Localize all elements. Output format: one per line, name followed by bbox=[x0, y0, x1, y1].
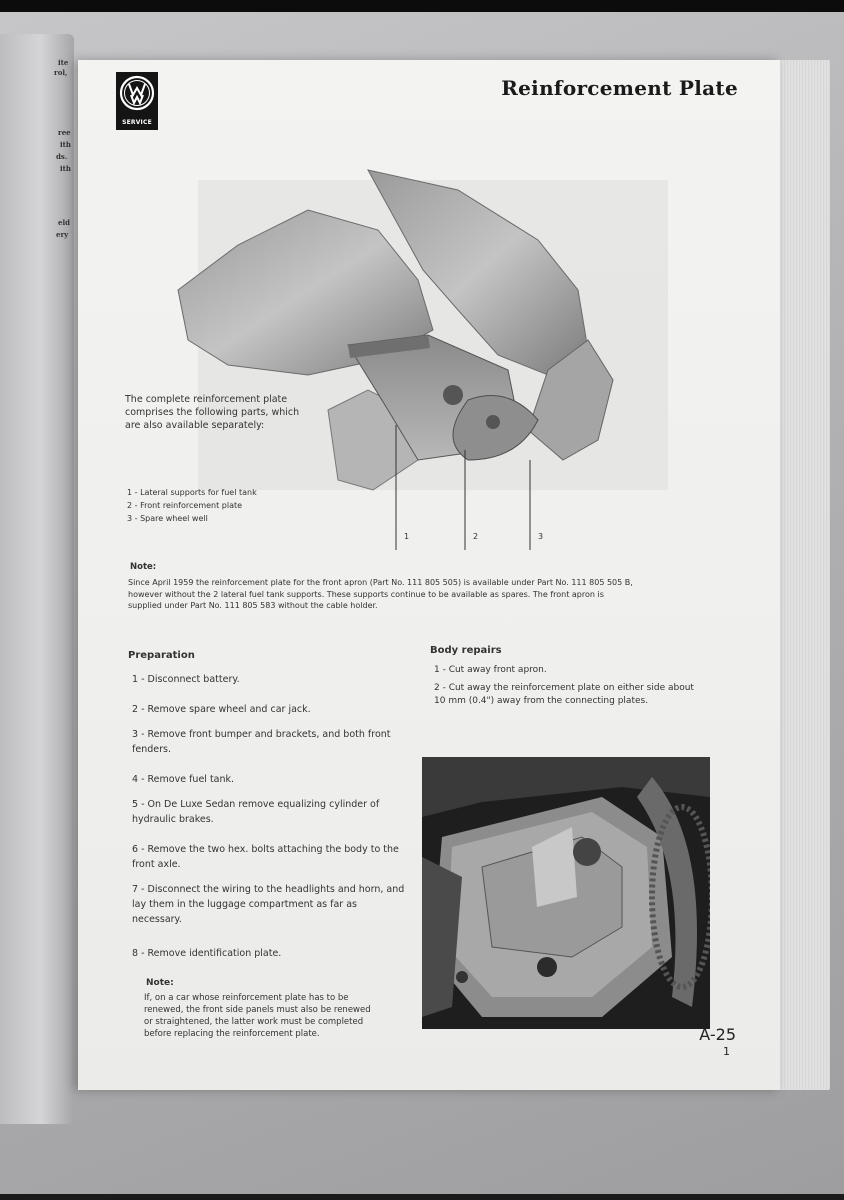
left-fragment: ite bbox=[58, 58, 69, 67]
note-line: Since April 1959 the reinforcement plate for the front apron (Part No. 111 805 505) is available under Part No. 111 805 505 B, bbox=[128, 578, 633, 587]
mounting-hole bbox=[443, 385, 463, 405]
intro-line: The complete reinforcement plate bbox=[125, 394, 288, 405]
preparation-note-line: or straightened, the latter work must be completed bbox=[144, 1017, 364, 1027]
manual-page bbox=[78, 60, 780, 1090]
note-text bbox=[128, 577, 748, 612]
luggage-compartment-photo bbox=[422, 757, 710, 1029]
note-line: however without the 2 lateral fuel tank supports. These supports continue to be available as spares. The front apron is bbox=[128, 589, 604, 599]
body-repairs-step: 1 - Cut away front apron. bbox=[434, 665, 547, 675]
preparation-step: 1 - Disconnect battery. bbox=[132, 674, 240, 685]
callout-number-3: 3 bbox=[538, 532, 544, 541]
left-fragment: ree bbox=[58, 128, 71, 137]
preparation-step: 5 - On De Luxe Sedan remove equalizing cylinder of hydraulic brakes. bbox=[132, 799, 380, 825]
page-title: Reinforcement Plate bbox=[501, 76, 738, 100]
mounting-hole bbox=[486, 415, 500, 429]
callout-number-2: 2 bbox=[473, 532, 479, 541]
left-fragment: eld bbox=[58, 218, 71, 227]
page-code: A-25 bbox=[699, 1025, 736, 1044]
preparation-step: 3 - Remove front bumper and brackets, and both front fenders. bbox=[132, 729, 391, 755]
body-repairs-heading: Body repairs bbox=[430, 645, 502, 656]
parts-list bbox=[127, 486, 257, 525]
body-repairs-step: 2 - Cut away the reinforcement plate on either side about 10 mm (0.4") away from the connecting plates. bbox=[434, 683, 694, 706]
intro-line: are also available separately: bbox=[125, 420, 265, 431]
intro-line: comprises the following parts, which bbox=[125, 407, 300, 418]
preparation-note-line: renewed, the front side panels must also be renewed bbox=[144, 1005, 371, 1015]
preparation-step: 8 - Remove identification plate. bbox=[132, 948, 282, 959]
preparation-heading: Preparation bbox=[128, 650, 195, 661]
page-number: 1 bbox=[723, 1045, 730, 1058]
left-fragment: ith bbox=[60, 140, 71, 149]
vw-service-logo bbox=[116, 72, 158, 130]
intro-text bbox=[125, 393, 315, 432]
parts-list-item: 3 - Spare wheel well bbox=[127, 514, 208, 523]
preparation-step: 7 - Disconnect the wiring to the headlights and horn, and lay them in the luggage compartment as far as necessary. bbox=[132, 884, 405, 925]
left-fragment: ds. bbox=[56, 152, 68, 161]
parts-list-item: 1 - Lateral supports for fuel tank bbox=[127, 488, 257, 497]
top-black-bar bbox=[0, 0, 844, 12]
vw-emblem-icon bbox=[119, 75, 155, 111]
callout-number-1: 1 bbox=[404, 532, 410, 541]
preparation-step: 4 - Remove fuel tank. bbox=[132, 774, 235, 785]
bottom-black-bar bbox=[0, 1194, 844, 1200]
preparation-note-text bbox=[144, 992, 406, 1040]
preparation-step: 6 - Remove the two hex. bolts attaching the body to the front axle. bbox=[132, 844, 399, 870]
preparation-note-line: If, on a car whose reinforcement plate has to be bbox=[144, 993, 349, 1003]
logo-service-text: SERVICE bbox=[122, 119, 152, 126]
left-fragment: ery bbox=[56, 230, 69, 239]
preparation-note-heading: Note: bbox=[146, 978, 174, 988]
left-fragment: rol, bbox=[54, 68, 68, 77]
left-fragment: ith bbox=[60, 164, 71, 173]
left-page-edge bbox=[0, 34, 74, 1124]
parts-list-item: 2 - Front reinforcement plate bbox=[127, 501, 243, 510]
note-heading: Note: bbox=[130, 562, 157, 572]
photo-image bbox=[422, 757, 710, 1029]
preparation-step: 2 - Remove spare wheel and car jack. bbox=[132, 704, 311, 715]
note-line: supplied under Part No. 111 805 583 without the cable holder. bbox=[128, 601, 378, 610]
preparation-note-line: before replacing the reinforcement plate. bbox=[144, 1029, 320, 1039]
page-stack-edge bbox=[774, 60, 830, 1090]
